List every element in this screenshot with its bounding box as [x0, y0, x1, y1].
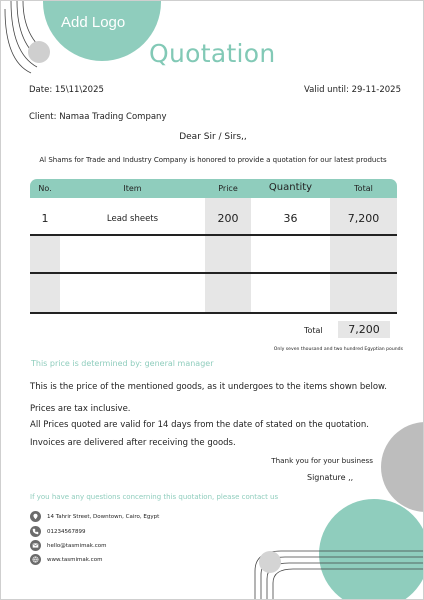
- client-line: [29, 112, 166, 122]
- row-1-item: Lead sheets: [106, 214, 159, 224]
- valid-label: Valid until:: [304, 85, 349, 95]
- email-icon: [30, 540, 41, 551]
- row-divider: [30, 272, 397, 274]
- table-header: [30, 179, 397, 198]
- contact-email: [30, 540, 106, 551]
- client-value: Namaa Trading Company: [59, 112, 167, 122]
- valid-until-line: [304, 85, 401, 95]
- questions-note: If you have any questions concerning this quotation, please contact us: [30, 493, 279, 501]
- date-line: [29, 85, 104, 95]
- decorative-dot: [28, 41, 50, 63]
- phone-text[interactable]: 01234567899: [47, 528, 86, 535]
- row-divider: [30, 312, 397, 314]
- header-quantity: Quantity: [268, 182, 313, 193]
- term-line: Prices are tax inclusive.: [30, 404, 131, 414]
- row-1-quantity: 36: [283, 212, 298, 225]
- header-total: Total: [354, 184, 373, 193]
- document-title: Quotation: [149, 39, 276, 68]
- address-text: 14 Tahrir Street, Downtown, Cairo, Egypt: [47, 513, 160, 520]
- header-item: Item: [123, 184, 142, 193]
- logo-text[interactable]: Add Logo: [61, 14, 126, 31]
- thank-you: Thank you for your business: [271, 456, 373, 465]
- location-pin-icon: [30, 511, 41, 522]
- row-fill: [30, 236, 60, 272]
- row-divider: [30, 234, 397, 236]
- email-text[interactable]: hello@tasmimak.com: [47, 542, 107, 549]
- row-1-no: 1: [41, 212, 49, 225]
- total-value: 7,200: [338, 321, 390, 338]
- date-label: Date:: [29, 85, 53, 95]
- contact-phone: [30, 526, 86, 537]
- signature-label: Signature ,,: [307, 473, 354, 482]
- header-no: No.: [38, 184, 52, 193]
- globe-icon: [30, 554, 41, 565]
- client-label: Client:: [29, 112, 57, 122]
- decorative-circle: [381, 422, 424, 512]
- date-value: 15\11\2025: [54, 85, 104, 95]
- header-price: Price: [218, 184, 238, 193]
- determined-by: This price is determined by: general manager: [31, 359, 214, 368]
- website-text[interactable]: www.tasmimak.com: [47, 556, 103, 563]
- row-1-price: 200: [217, 212, 239, 225]
- contact-address: [30, 511, 159, 522]
- row-fill: [30, 274, 60, 312]
- term-line: This is the price of the mentioned goods, as it undergoes to the items shown below.: [30, 382, 387, 392]
- term-line: Invoices are delivered after receiving the goods.: [30, 438, 236, 448]
- row-1-total: 7,200: [347, 212, 380, 225]
- intro-text: Al Shams for Trade and Industry Company is honored to provide a quotation for our latest products: [39, 156, 387, 164]
- decorative-dot: [259, 551, 281, 573]
- phone-icon: [30, 526, 41, 537]
- term-line: All Prices quoted are valid for 14 days from the date of stated on the quotation.: [30, 420, 369, 430]
- total-in-words: Only seven thousand and two hundred Egyptian pounds: [273, 347, 403, 352]
- greeting: Dear Sir / Sirs,,: [179, 132, 247, 142]
- total-label: Total: [304, 326, 323, 335]
- contact-website: [30, 554, 102, 565]
- valid-value: 29-11-2025: [351, 85, 401, 95]
